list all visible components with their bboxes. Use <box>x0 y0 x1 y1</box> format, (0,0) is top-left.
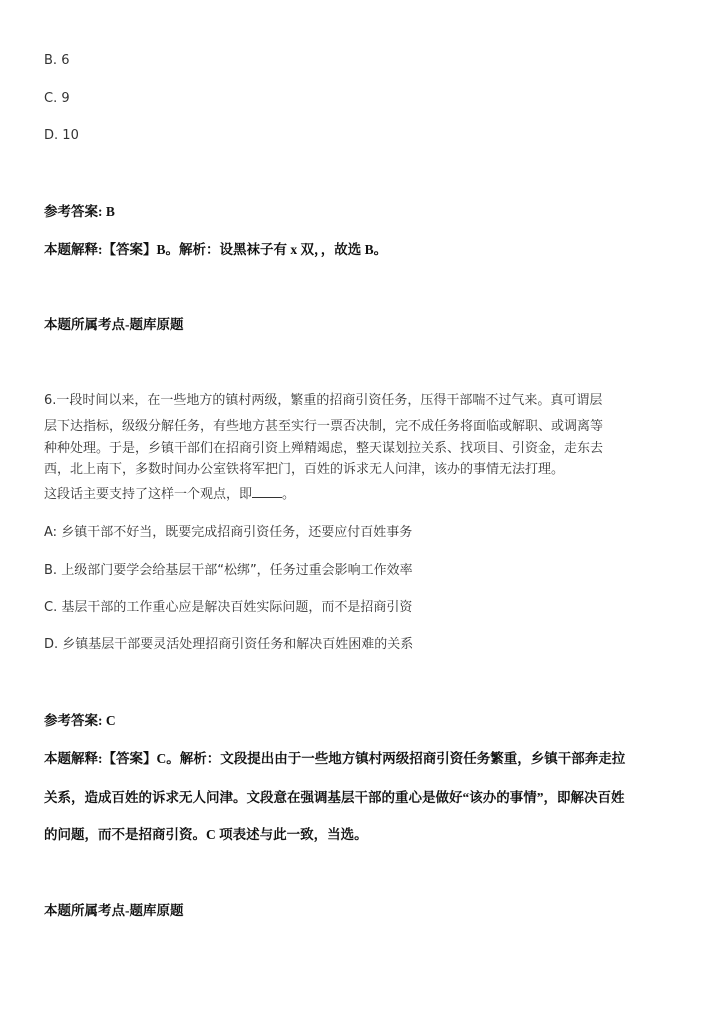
q5-option-c <box>44 90 70 108</box>
option-text: 乡镇基层干部要灵活处理招商引资任务和解决百姓困难的关系 <box>62 637 414 652</box>
q6-stem-line-1: 6.一段时间以来，在一些地方的镇村两级，繁重的招商引资任务，压得干部喘不过气来。真可谓层 <box>44 393 603 408</box>
q6-prompt <box>44 485 295 504</box>
q5-option-d <box>44 127 79 145</box>
option-letter: A: <box>44 525 58 540</box>
answer-value: B <box>105 204 115 219</box>
explanation-label: 本题解释: <box>44 751 103 766</box>
option-text: 6 <box>61 53 70 68</box>
q6-stem-line-4: 西，北上南下，多数时间办公室铁将军把门，百姓的诉求无人问津，该办的事情无法打理。 <box>44 462 565 477</box>
q5-option-b <box>44 52 69 70</box>
option-text: 乡镇干部不好当，既要完成招商引资任务，还要应付百姓事务 <box>61 525 413 540</box>
q5-source: 本题所属考点-题库原题 <box>44 317 184 332</box>
answer-blank <box>252 485 282 498</box>
explanation-text: 【答案】B。解析：设黑袜子有 x 双，，故选 B。 <box>102 242 388 257</box>
q6-stem-line-2: 层下达指标，级级分解任务，有些地方甚至实行一票否决制，完不成任务将面临或解职、或调离等 <box>44 419 604 434</box>
option-text: 上级部门要学会给基层干部“松绑”，任务过重会影响工作效率 <box>61 563 413 578</box>
option-letter: B. <box>44 563 58 578</box>
option-text: 基层干部的工作重心应是解决百姓实际问题，而不是招商引资 <box>61 600 413 615</box>
option-text: 10 <box>62 128 79 143</box>
answer-label: 参考答案: <box>44 204 103 219</box>
q6-stem-line-3: 种种处理。于是，乡镇干部们在招商引资上殚精竭虑，整天谋划拉关系、找项目、引资金，走东去 <box>44 441 604 456</box>
option-letter: D. <box>44 637 59 652</box>
q6-explanation-line-2: 关系，造成百姓的诉求无人问津。文段意在强调基层干部的重心是做好“该办的事情”，即解决百姓 <box>44 790 625 805</box>
q6-option-a <box>44 524 412 542</box>
explanation-label: 本题解释: <box>44 242 103 257</box>
option-text: 9 <box>61 91 70 106</box>
q5-answer <box>44 203 115 221</box>
option-letter: B. <box>44 53 58 68</box>
q6-option-c <box>44 599 412 617</box>
answer-value: C <box>105 713 116 728</box>
option-letter: D. <box>44 128 59 143</box>
prompt-text: 这段话主要支持了这样一个观点，即 <box>44 487 253 502</box>
option-letter: C. <box>44 91 58 106</box>
prompt-end: 。 <box>282 487 296 502</box>
q6-explanation-line-1 <box>44 750 625 768</box>
q6-option-d <box>44 636 413 654</box>
answer-label: 参考答案: <box>44 713 103 728</box>
q6-answer <box>44 712 116 730</box>
option-letter: C. <box>44 600 58 615</box>
explanation-text: 【答案】C。解析：文段提出由于一些地方镇村两级招商引资任务繁重，乡镇干部奔走拉 <box>102 751 626 766</box>
q6-source: 本题所属考点-题库原题 <box>44 903 184 918</box>
q5-explanation <box>44 241 387 259</box>
q6-explanation-line-3: 的问题，而不是招商引资。C 项表述与此一致，当选。 <box>44 827 368 842</box>
q6-option-b <box>44 562 413 580</box>
